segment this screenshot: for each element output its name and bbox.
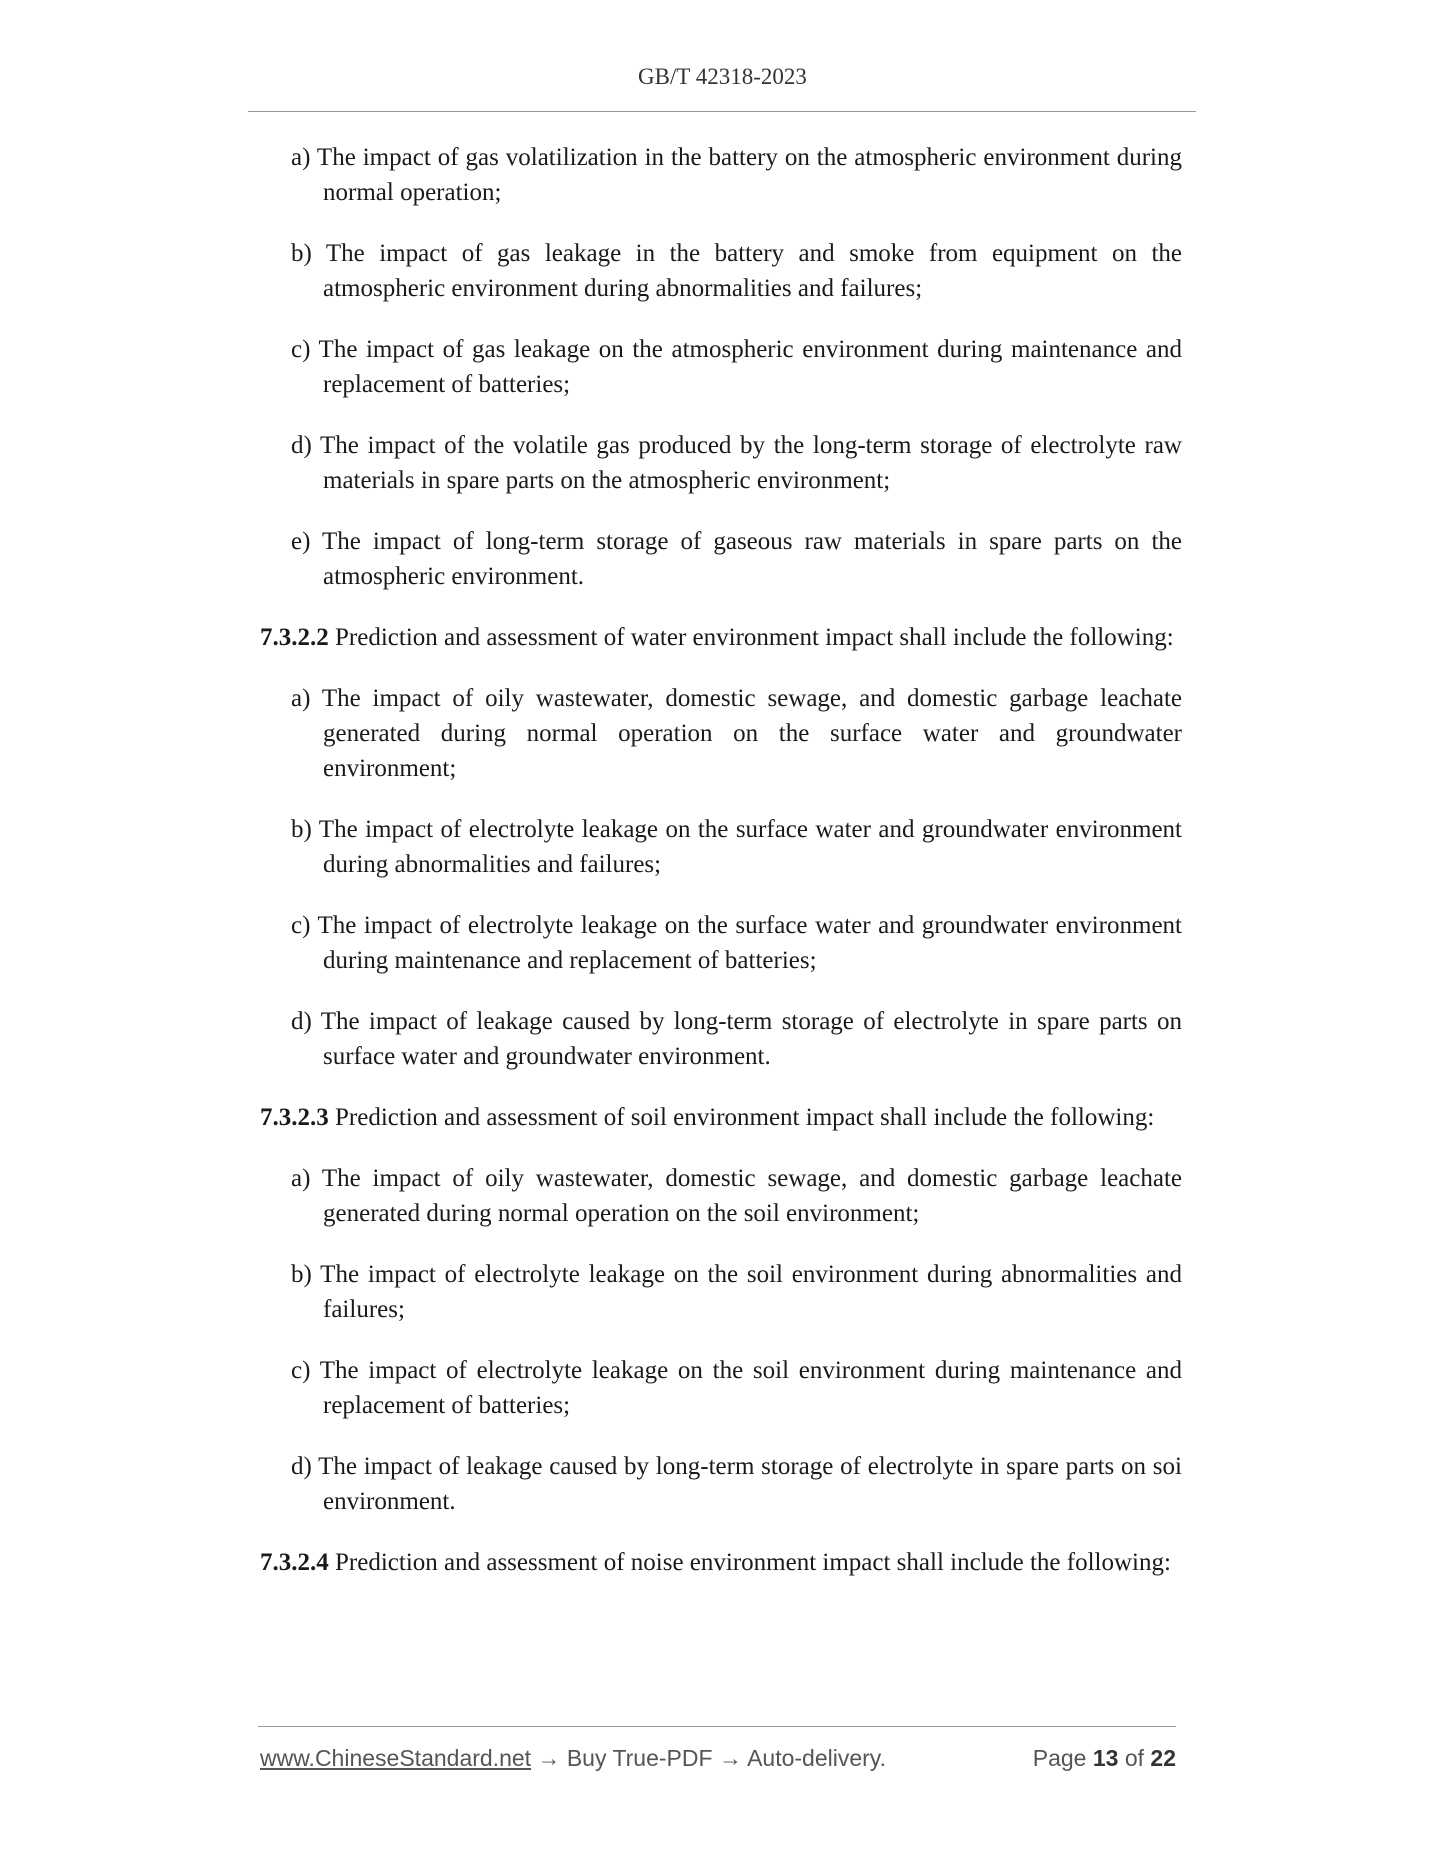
- clause-number: 7.3.2.3: [260, 1104, 329, 1131]
- page-of-label: of: [1124, 1745, 1145, 1771]
- list-item: c) The impact of gas leakage on the atmospheric environment during maintenance and replacement of batteries;: [291, 336, 1182, 398]
- document-body: [260, 140, 1182, 1606]
- page-indicator: [1033, 1745, 1176, 1772]
- arrow-right-icon: →: [718, 1745, 742, 1771]
- buy-pdf-text: Buy True-PDF: [566, 1745, 713, 1771]
- page-label: Page: [1032, 1745, 1087, 1771]
- list-item: d) The impact of leakage caused by long-term storage of electrolyte in spare parts on surface water and groundwater environment.: [291, 1008, 1182, 1070]
- website-link[interactable]: www.ChineseStandard.net: [260, 1745, 532, 1771]
- header-divider: [248, 111, 1196, 112]
- page-footer: [260, 1745, 1176, 1775]
- list-item: e) The impact of long-term storage of gaseous raw materials in spare parts on the atmospheric environment.: [291, 528, 1182, 590]
- clause-number: 7.3.2.2: [260, 624, 329, 651]
- arrow-right-icon: →: [537, 1745, 561, 1771]
- page-current: 13: [1092, 1745, 1119, 1771]
- list-item: c) The impact of electrolyte leakage on the soil environment during maintenance and replacement of batteries;: [291, 1357, 1182, 1419]
- page-total: 22: [1150, 1745, 1176, 1771]
- footer-promo: [260, 1745, 886, 1772]
- clause-paragraph: [260, 1545, 1182, 1580]
- clause-text: Prediction and assessment of noise environment impact shall include the following:: [335, 1549, 1171, 1576]
- clause-text: Prediction and assessment of soil environment impact shall include the following:: [335, 1104, 1155, 1131]
- list-item: a) The impact of oily wastewater, domestic sewage, and domestic garbage leachate generated during normal operation on the soil environment;: [291, 1165, 1182, 1227]
- clause-paragraph: [260, 1100, 1182, 1135]
- list-item: b) The impact of electrolyte leakage on the soil environment during abnormalities and failures;: [291, 1261, 1182, 1323]
- list-item: c) The impact of electrolyte leakage on the surface water and groundwater environment during maintenance and replacement of batteries;: [291, 912, 1182, 974]
- list-item: a) The impact of oily wastewater, domestic sewage, and domestic garbage leachate generated during normal operation on the surface water and groundwater environment;: [291, 685, 1182, 782]
- list-item: d) The impact of leakage caused by long-term storage of electrolyte in spare parts on soi environment.: [291, 1453, 1182, 1515]
- list-item: d) The impact of the volatile gas produced by the long-term storage of electrolyte raw materials in spare parts on the atmospheric environment;: [291, 432, 1182, 494]
- footer-divider: [258, 1726, 1176, 1727]
- list-item: b) The impact of electrolyte leakage on the surface water and groundwater environment during abnormalities and failures;: [291, 816, 1182, 878]
- clause-text: Prediction and assessment of water environment impact shall include the following:: [335, 624, 1174, 651]
- clause-number: 7.3.2.4: [260, 1549, 329, 1576]
- page-header-title: GB/T 42318-2023: [638, 64, 807, 89]
- list-item: b) The impact of gas leakage in the battery and smoke from equipment on the atmospheric environment during abnormalities and failures;: [291, 240, 1182, 302]
- list-item: a) The impact of gas volatilization in the battery on the atmospheric environment during normal operation;: [291, 144, 1182, 206]
- clause-paragraph: [260, 620, 1182, 655]
- auto-delivery-text: Auto-delivery.: [747, 1745, 886, 1771]
